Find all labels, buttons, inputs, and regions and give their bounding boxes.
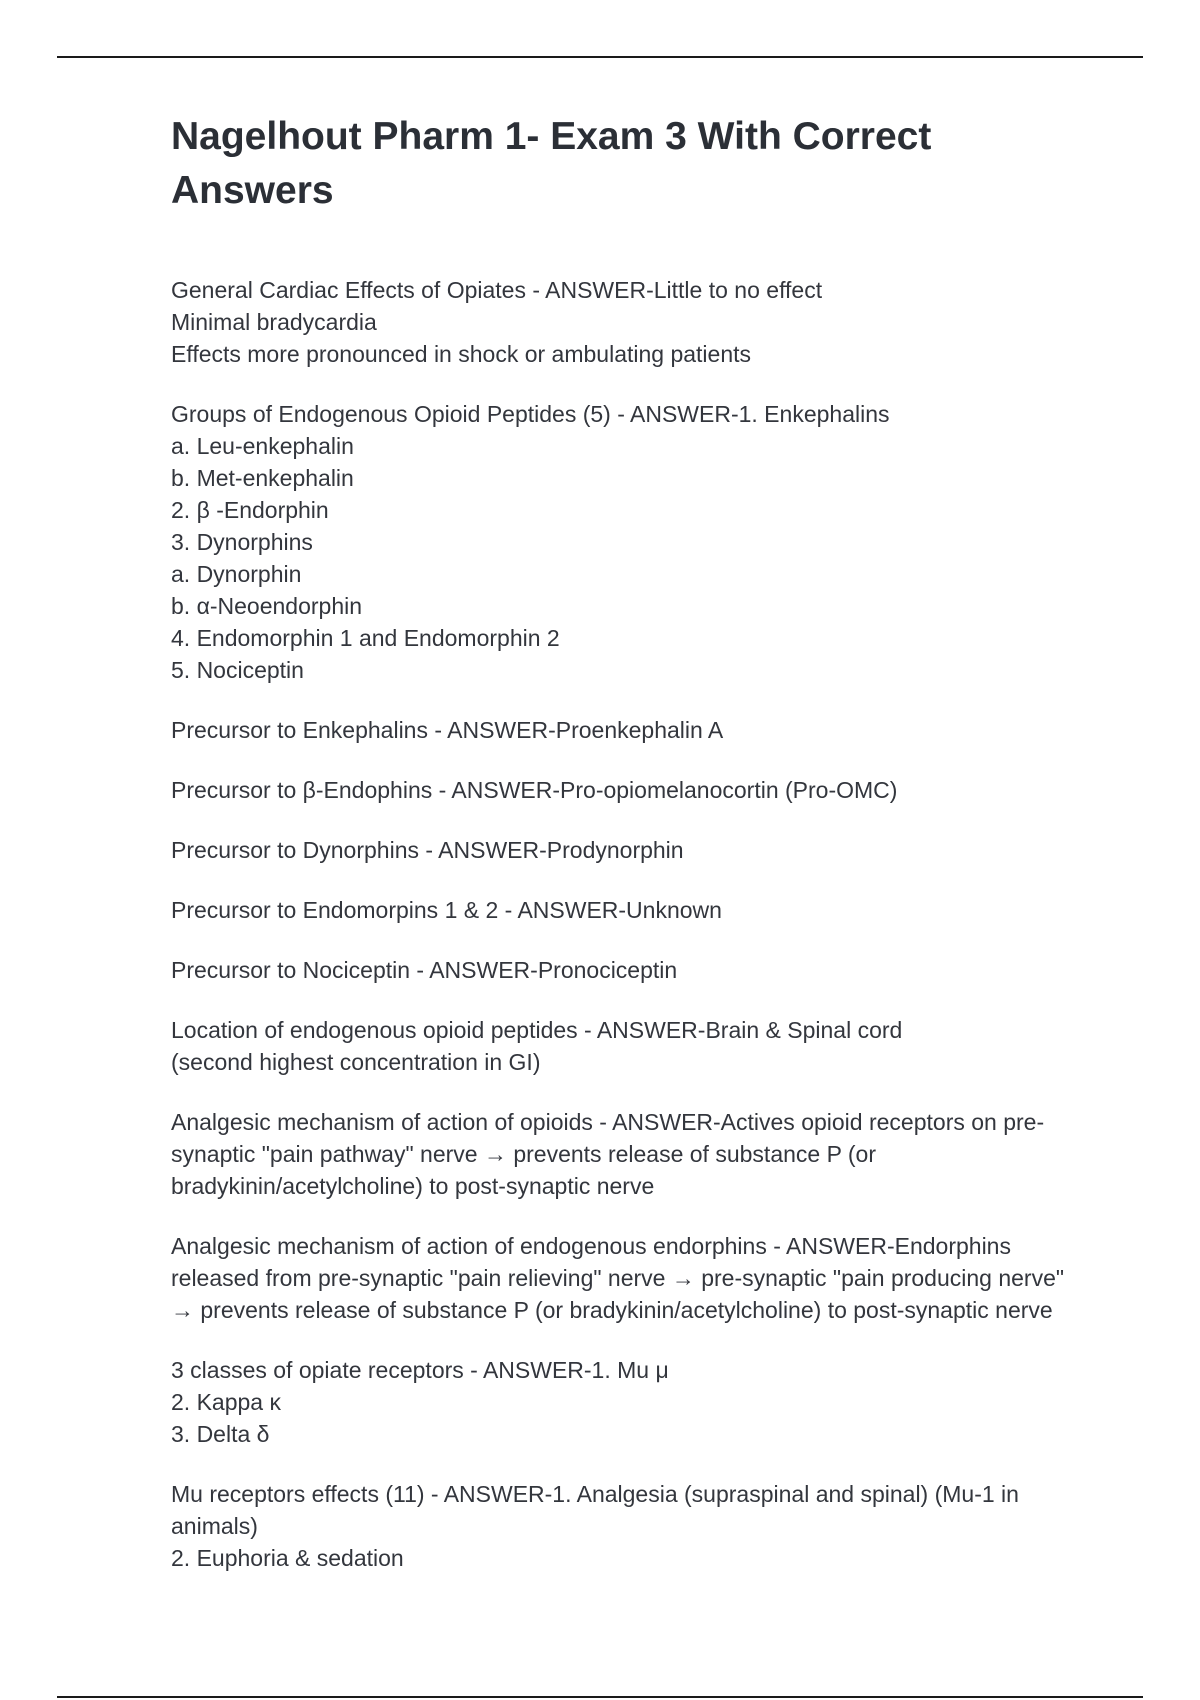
qa-entry-line: General Cardiac Effects of Opiates - ANSWER-Little to no effect xyxy=(171,277,823,303)
qa-entry xyxy=(171,1354,1131,1450)
qa-entry xyxy=(171,774,1131,806)
document-title xyxy=(171,110,1131,218)
title-line-1: Nagelhout Pharm 1- Exam 3 With Correct xyxy=(171,115,932,158)
qa-entries xyxy=(171,274,1131,1574)
qa-entry-line: Precursor to Nociceptin - ANSWER-Pronociceptin xyxy=(171,957,678,983)
qa-entry-line: Precursor to Dynorphins - ANSWER-Prodynorphin xyxy=(171,837,684,863)
qa-entry-line: Groups of Endogenous Opioid Peptides (5) - ANSWER-1. Enkephalins xyxy=(171,401,890,427)
qa-entry-line: Analgesic mechanism of action of opioids - ANSWER-Actives opioid receptors on pre- xyxy=(171,1109,1045,1135)
qa-entry-line: a. Dynorphin xyxy=(171,561,302,587)
qa-entry xyxy=(171,894,1131,926)
bottom-divider xyxy=(57,1696,1143,1698)
qa-entry xyxy=(171,714,1131,746)
qa-entry-line: 4. Endomorphin 1 and Endomorphin 2 xyxy=(171,625,560,651)
qa-entry xyxy=(171,398,1131,686)
qa-entry-line: 3. Delta δ xyxy=(171,1421,270,1447)
qa-entry xyxy=(171,1230,1131,1326)
qa-entry-line: Precursor to Endomorpins 1 & 2 - ANSWER-Unknown xyxy=(171,897,722,923)
document-body xyxy=(171,110,1131,1602)
qa-entry-line: synaptic "pain pathway" nerve → prevents release of substance P (or xyxy=(171,1141,877,1167)
qa-entry-line: 2. β -Endorphin xyxy=(171,497,329,523)
qa-entry-line: 5. Nociceptin xyxy=(171,657,304,683)
qa-entry-line: Effects more pronounced in shock or ambulating patients xyxy=(171,341,752,367)
qa-entry xyxy=(171,954,1131,986)
qa-entry-line: b. α-Neoendorphin xyxy=(171,593,363,619)
qa-entry xyxy=(171,1478,1131,1574)
qa-entry-line: released from pre-synaptic "pain relieving" nerve → pre-synaptic "pain producing nerve" xyxy=(171,1265,1065,1291)
qa-entry xyxy=(171,1014,1131,1078)
qa-entry-line: a. Leu-enkephalin xyxy=(171,433,354,459)
qa-entry-line: b. Met-enkephalin xyxy=(171,465,354,491)
qa-entry-line: bradykinin/acetylcholine) to post-synaptic nerve xyxy=(171,1173,655,1199)
qa-entry xyxy=(171,834,1131,866)
qa-entry-line: Location of endogenous opioid peptides - ANSWER-Brain & Spinal cord xyxy=(171,1017,903,1043)
qa-entry xyxy=(171,274,1131,370)
title-line-2: Answers xyxy=(171,169,334,212)
qa-entry-line: 2. Euphoria & sedation xyxy=(171,1545,404,1571)
qa-entry-line: 2. Kappa κ xyxy=(171,1389,281,1415)
qa-entry-line: Precursor to Enkephalins - ANSWER-Proenkephalin A xyxy=(171,717,724,743)
qa-entry-line: Analgesic mechanism of action of endogenous endorphins - ANSWER-Endorphins xyxy=(171,1233,1011,1259)
qa-entry-line: Precursor to β-Endophins - ANSWER-Pro-opiomelanocortin (Pro-OMC) xyxy=(171,777,898,803)
qa-entry-line: → prevents release of substance P (or bradykinin/acetylcholine) to post-synaptic nerve xyxy=(171,1297,1053,1323)
qa-entry-line: Minimal bradycardia xyxy=(171,309,377,335)
qa-entry-line: 3. Dynorphins xyxy=(171,529,313,555)
qa-entry-line: Mu receptors effects (11) - ANSWER-1. Analgesia (supraspinal and spinal) (Mu-1 in xyxy=(171,1481,1019,1507)
qa-entry-line: animals) xyxy=(171,1513,258,1539)
top-divider xyxy=(57,56,1143,58)
qa-entry xyxy=(171,1106,1131,1202)
qa-entry-line: (second highest concentration in GI) xyxy=(171,1049,541,1075)
qa-entry-line: 3 classes of opiate receptors - ANSWER-1. Mu μ xyxy=(171,1357,669,1383)
